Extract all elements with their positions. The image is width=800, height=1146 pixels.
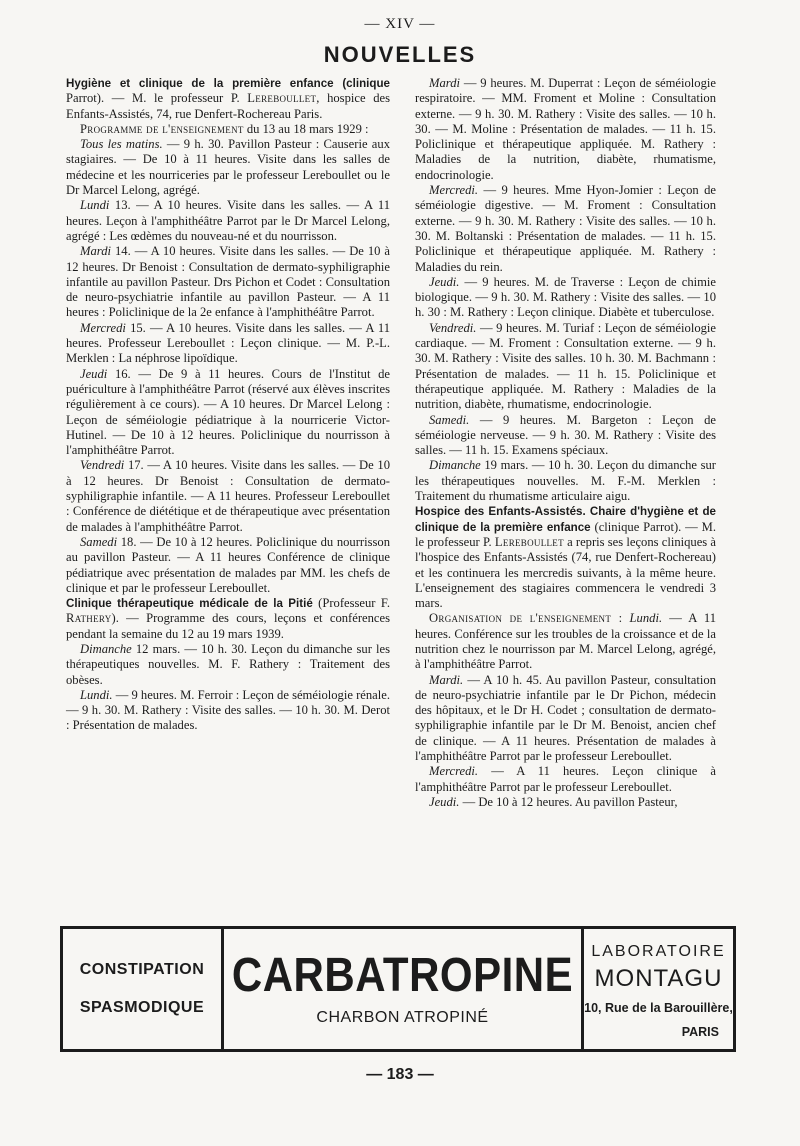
person-name: Lereboullet	[494, 534, 564, 549]
ad-laboratory-panel	[584, 929, 733, 1049]
ad-indication-line2: SPASMODIQUE	[79, 999, 205, 1016]
schedule-entry: Mercredi 15. — A 10 heures. Visite dans les salles. — A 11 heures. Professeur Lereboullet : Leçon clinique. — M. P.-L. Merklen : La néphrose lipoïdique.	[66, 320, 390, 366]
schedule-entry: Tous les matins. — 9 h. 30. Pavillon Pasteur : Causerie aux stagiaires. — De 10 à 11 heures. Visite dans les salles de médecine et les nourriceries par le professeur Lereboullet ou le Dr Marcel Lelong, agrégé.	[66, 137, 390, 198]
schedule-entry: Mardi. — A 10 h. 45. Au pavillon Pasteur, consultation de neuro-psychiatrie infantile par le Dr Pichon, médecin des hôpitaux, et le Dr H. Codet ; consultation de dermato-syphiligraphie infantile par le Dr M. Benoist, ancien chef de clinique. — A 11 heures. Présentation de malades à l'amphithéâtre Parrot par le professeur Lereboullet.	[415, 672, 716, 764]
schedule-entry: Jeudi 16. — De 9 à 11 heures. Cours de l'Institut de puériculture à l'amphithéâtre Parrot (réservé aux élèves inscrites régulièrement à ce cours). — A 10 heures. Dr Marcel Lelong : Leçon de séméiologie pédiatrique à la nourricerie Victor-Hutinel. — De 10 à 12 heures. Policlinique du nourrisson à l'amphithéâtre Parrot.	[66, 366, 390, 458]
schedule-entry: Vendredi. — 9 heures. M. Turiaf : Leçon de séméiologie cardiaque. — M. Froment : Consultation externe. — 9 h. 30. M. Rathery : Visite des salles. 10 h. 30. M. Bachmann : Présentation de malades. — 11 h. 15. Policlinique et thérapeutique appliquée. M. Rathery : Maladies de la nutrition, diabète, rhumatisme, endocrinologie.	[415, 320, 716, 412]
schedule-entry: Organisation de l'enseignement : Lundi. — A 11 heures. Conférence sur les troubles de la croissance et de la nutrition chez le nourrisson par M. Marcel Lelong, agrégé, à l'amphithéâtre Parrot.	[415, 611, 716, 672]
left-column	[66, 76, 390, 734]
announcement-hospice: Hospice des Enfants-Assistés. Chaire d'hygiène et de clinique de la première enfance (clinique Parrot). — M. le professeur P. Lereboullet a repris ses leçons cliniques à l'hospice des Enfants-Assistés (74, rue Denfert-Rochereau) et les continuera les mercredis suivants, à la même heure. L'enseignement des stagiaires commencera le vendredi 3 mars.	[415, 505, 716, 611]
schedule-entry: Dimanche 19 mars. — 10 h. 30. Leçon du dimanche sur les thérapeutiques nouvelles. M. F.-M. Merklen : Traitement du rhumatisme articulaire aigu.	[415, 458, 716, 504]
schedule-entry: Dimanche 12 mars. — 10 h. 30. Leçon du dimanche sur les thérapeutiques nouvelles. M. F. Rathery : Traitement des obèses.	[66, 641, 390, 687]
ad-brand-panel	[224, 929, 584, 1049]
ad-lab-line1: LABORATOIRE	[591, 943, 726, 960]
announcement-therapeutique: Clinique thérapeutique médicale de la Pitié (Professeur F. Rathery). — Programme des cours, leçons et conférences pendant la semaine du 12 au 19 mars 1939.	[66, 596, 390, 641]
schedule-entry: Mercredi. — 9 heures. Mme Hyon-Jomier : Leçon de séméiologie digestive. — M. Froment : Consultation externe. — 9 h. 30. M. Rathery : Visite des salles. — 10 h. 30. M. Boltanski : Présentation de malades. — 11 h. 15. Policlinique et thérapeutique appliquée. M. Rathery : Maladies du rein.	[415, 183, 716, 274]
advertisement-box	[60, 926, 736, 1052]
ad-indication-panel	[63, 929, 224, 1049]
schedule-entry: Jeudi. — 9 heures. M. de Traverse : Leçon de chimie biologique. — 9 h. 30. M. Rathery : Visite des salles. — 10 h. 30 : M. Rathery : Leçon clinique. Diabète et tuberculose.	[415, 274, 716, 320]
schedule-entry: Lundi 13. — A 10 heures. Visite dans les salles. — A 11 heures. Leçon à l'amphithéâtre Parrot par le Dr Marcel Lelong, agrégé : Les œdèmes du nouveau-né et du nourrisson.	[66, 198, 390, 243]
schedule-entry: Lundi. — 9 heures. M. Ferroir : Leçon de séméiologie rénale. — 9 h. 30. M. Rathery : Visite des salles. — 10 h. 30. M. Derot : Présentation de malades.	[66, 687, 390, 733]
schedule-entry: Mardi — 9 heures. M. Duperrat : Leçon de séméiologie respiratoire. — MM. Froment et Moline : Consultation externe. — 9 h. 30. M. Rathery : Visite des salles. — 10 h. 30. — M. Moline : Présentation de malades. — 11 h. 15. Policlinique et thérapeutique appliquée. M. Rathery : Maladies de la nutrition, diabète, rhumatisme, endocrinologie.	[415, 76, 716, 182]
page-number: — 183 —	[366, 1066, 434, 1083]
ad-brand-subtitle: CHARBON ATROPINÉ	[316, 1009, 489, 1026]
person-name: Lereboullet	[247, 91, 317, 106]
schedule-entry: Samedi 18. — De 10 à 12 heures. Policlinique du nourrisson au pavillon Pasteur. — A 11 heures Conférence de clinique pédiatrique avec présentation de malades par MM. les chefs de clinique et par le professeur Lereboullet.	[66, 534, 390, 595]
page-folio: — XIV —	[364, 16, 436, 32]
schedule-entry: Mercredi. — A 11 heures. Leçon clinique à l'amphithéâtre Parrot par le professeur Lereboullet.	[415, 764, 716, 794]
schedule-entry: Mardi 14. — A 10 heures. Visite dans les salles. — De 10 à 12 heures. Dr Benoist : Consultation de dermato-syphiligraphie infantile au pavillon Pasteur. Drs Pichon et Codet : Consultation de neuro-psychiatrie infantile au pavillon Pasteur. — A 11 heures : Policlinique de la 2e enfance à l'amphithéâtre Parrot.	[66, 244, 390, 320]
announcement-title: Clinique thérapeutique médicale de la Pitié	[66, 597, 313, 611]
ad-brand-name: CARBATROPINE	[231, 947, 574, 1002]
person-name: Rathery	[66, 611, 112, 626]
schedule-entry: Jeudi. — De 10 à 12 heures. Au pavillon Pasteur,	[429, 794, 678, 809]
program-intro: Programme de l'enseignement du 13 au 18 mars 1929 :	[80, 121, 369, 136]
ad-lab-name: MONTAGU	[594, 965, 723, 992]
ad-lab-address: 10, Rue de la Barouillère,	[584, 1001, 733, 1015]
schedule-entry: Samedi. — 9 heures. M. Bargeton : Leçon de séméiologie nerveuse. — 9 h. 30. M. Rathery : Visite des salles. — 11 h. 15. Examens spéciaux.	[415, 412, 716, 458]
announcement-hygiene: Hygiène et clinique de la première enfance (clinique Parrot). — M. le professeur P. Lereboullet, hospice des Enfants-Assistés, 74, rue Denfert-Rochereau Paris.	[66, 77, 390, 121]
announcement-title: Hospice des Enfants-Assistés. Chaire d'hygiène et de clinique de la première enfance	[415, 505, 716, 534]
schedule-entry: Vendredi 17. — A 10 heures. Visite dans les salles. — De 10 à 12 heures. Dr Benoist : Consultation de dermato-syphiligraphie infantile. — A 11 heures. Professeur Lereboullet : Conférence de diététique et de thérapeutique avec présentation de malades à l'amphithéâtre Parrot.	[66, 458, 390, 534]
section-heading: NOUVELLES	[323, 42, 477, 67]
announcement-title: Hygiène et clinique de la première enfance (clinique	[66, 77, 390, 90]
ad-indication-line1: CONSTIPATION	[79, 961, 205, 978]
right-column	[415, 76, 716, 810]
ad-lab-city: PARIS	[681, 1025, 719, 1039]
